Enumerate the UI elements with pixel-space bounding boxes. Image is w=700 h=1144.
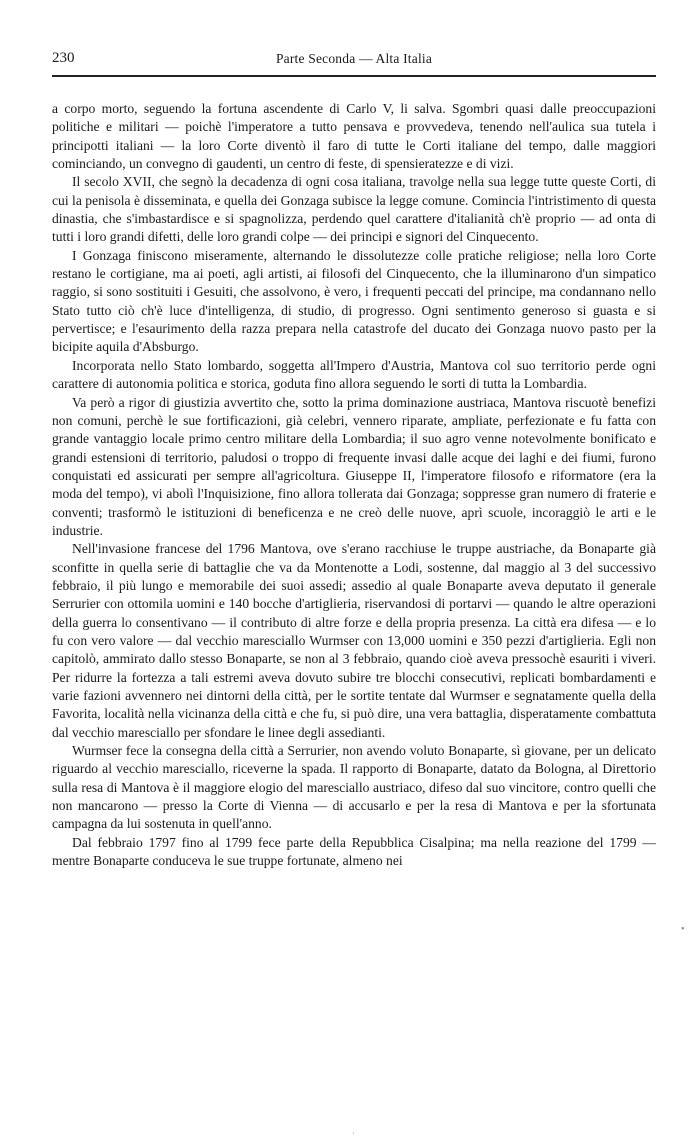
- paragraph: a corpo morto, seguendo la fortuna ascendente di Carlo V, li salva. Sgombri quasi dalle preoccupazioni politiche e militari — poichè l'imperatore a tutto pensava e provvedeva, tenendo nell'aulica sua tutela i principotti italiani — la loro Corte diventò il faro di tutte le Corti italiane del tempo, dalle maggiori cominciando, un convegno di gaudenti, un centro di feste, di spensieratezze e di vizi.: [52, 101, 656, 172]
- body-text: [52, 100, 656, 870]
- page-header: [52, 50, 656, 72]
- margin-dot: •: [681, 924, 685, 935]
- running-title: Parte Seconda — Alta Italia: [275, 51, 433, 66]
- paragraph: Dal febbraio 1797 fino al 1799 fece parte della Repubblica Cisalpina; ma nella reazione del 1799 — mentre Bonaparte conduceva le sue truppe fortunate, almeno nei: [52, 834, 656, 869]
- bottom-tick: ˈ: [352, 1131, 355, 1141]
- paragraph: Nell'invasione francese del 1796 Mantova, ove s'erano racchiuse le truppe austriache, da Bonaparte già sconfitte in quella serie di battaglie che va da Montenotte a Lodi, sostenne, dal maggio al 3 del successivo febbraio, il più lungo e memorabile dei suoi assedi; assedio al quale Bonaparte aveva deputato il generale Serrurier con ottomila uomini e 140 bocche d'artiglieria, riservandosi di portarvi — quando le altre operazioni della guerra lo consentivano — il contributo di altre forze e della propria presenza. La città era difesa — e lo fu con vero valore — dal vecchio maresciallo Wurmser con 13,000 uomini e 350 pezzi d'artiglieria. Egli non capitolò, ammirato dallo stesso Bonaparte, se non al 3 febbraio, quando cioè aveva pressochè esauriti i viveri. Per ridurre la fortezza a tali estremi aveva dovuto subire tre blocchi consecutivi, replicati bombardamenti e varie fazioni avvennero nei dintorni della città, per le sortite tentate dal Wurmser e segnatamente quella della Favorita, località nella vicinanza della città e che fu, si può dire, una vera battaglia, disperatamente combattuta dal vecchio maresciallo per sfondare le linee degli assedianti.: [52, 541, 656, 740]
- paragraph: I Gonzaga finiscono miseramente, alternando le dissolutezze colle pratiche religiose; nella loro Corte restano le cortigiane, ma ai poeti, agli artisti, ai filosofi del Cinquecento, che la illuminarono d'un simpatico raggio, si sono sostituiti i Gesuiti, che assolvono, è vero, i frequenti peccati del principe, ma condannano nello Stato tutto ciò ch'è luce d'intelligenza, di studio, di progresso. Ogni sentimento generoso si guasta e si pervertisce; e l'esaurimento della razza prepara nella catastrofe del ducato dei Gonzaga nuovo pasto per la bicipite aquila d'Absburgo.: [52, 247, 656, 355]
- header-rule: [52, 75, 656, 77]
- paragraph: Il secolo XVII, che segnò la decadenza di ogni cosa italiana, travolge nella sua legge tutte queste Corti, di cui la penisola è disseminata, e quella dei Gonzaga subisce la legge comune. Comincia l'intristimento di questa dinastia, che s'imbastardisce e si spagnolizza, perdendo quel carattere d'italianità ch'è proprio — ad onta di tutti i loro grandi difetti, delle loro grandi colpe — dei principi e signori del Cinquecento.: [52, 174, 656, 245]
- page-number: 230: [52, 50, 75, 66]
- paragraph: Wurmser fece la consegna della città a Serrurier, non avendo voluto Bonaparte, sì giovane, per un delicato riguardo al vecchio maresciallo, riceverne la spada. Il rapporto di Bonaparte, datato da Bologna, al Direttorio sulla resa di Mantova è il maggiore elogio del maresciallo austriaco, difeso dal suo vincitore, contro quelli che non mancarono — presso la Corte di Vienna — di accusarlo e per la resa di Mantova e per la sfortunata campagna da lui sostenuta in quell'anno.: [52, 743, 656, 832]
- paragraph: Incorporata nello Stato lombardo, soggetta all'Impero d'Austria, Mantova col suo territorio perde ogni carattere di autonomia politica e storica, goduta fino allora seguendo le sorti di tutta la Lombardia.: [52, 357, 656, 392]
- paragraph: Va però a rigor di giustizia avvertito che, sotto la prima dominazione austriaca, Mantova riscuotè benefizi non comuni, perchè le sue fortificazioni, già celebri, vennero riparate, ampliate, perfezionate e fu fatta con grande vantaggio locale primo centro militare della Lombardia; il suo agro venne notevolmente bonificato e grandi estensioni di territorio, paludosi o troppo di frequente invasi dalle acque dei laghi e dei fiumi, furono conquistati ed assicurati per sempre all'agricoltura. Giuseppe II, l'imperatore filosofo e riformatore (era la moda del tempo), vi abolì l'Inquisizione, fino allora tollerata dai Gonzaga; soppresse gran numero di fraterie e conventi; trasformò le istituzioni di beneficenza e ne creò delle nuove, aprì scuole, incoraggiò le arti e le industrie.: [52, 394, 656, 538]
